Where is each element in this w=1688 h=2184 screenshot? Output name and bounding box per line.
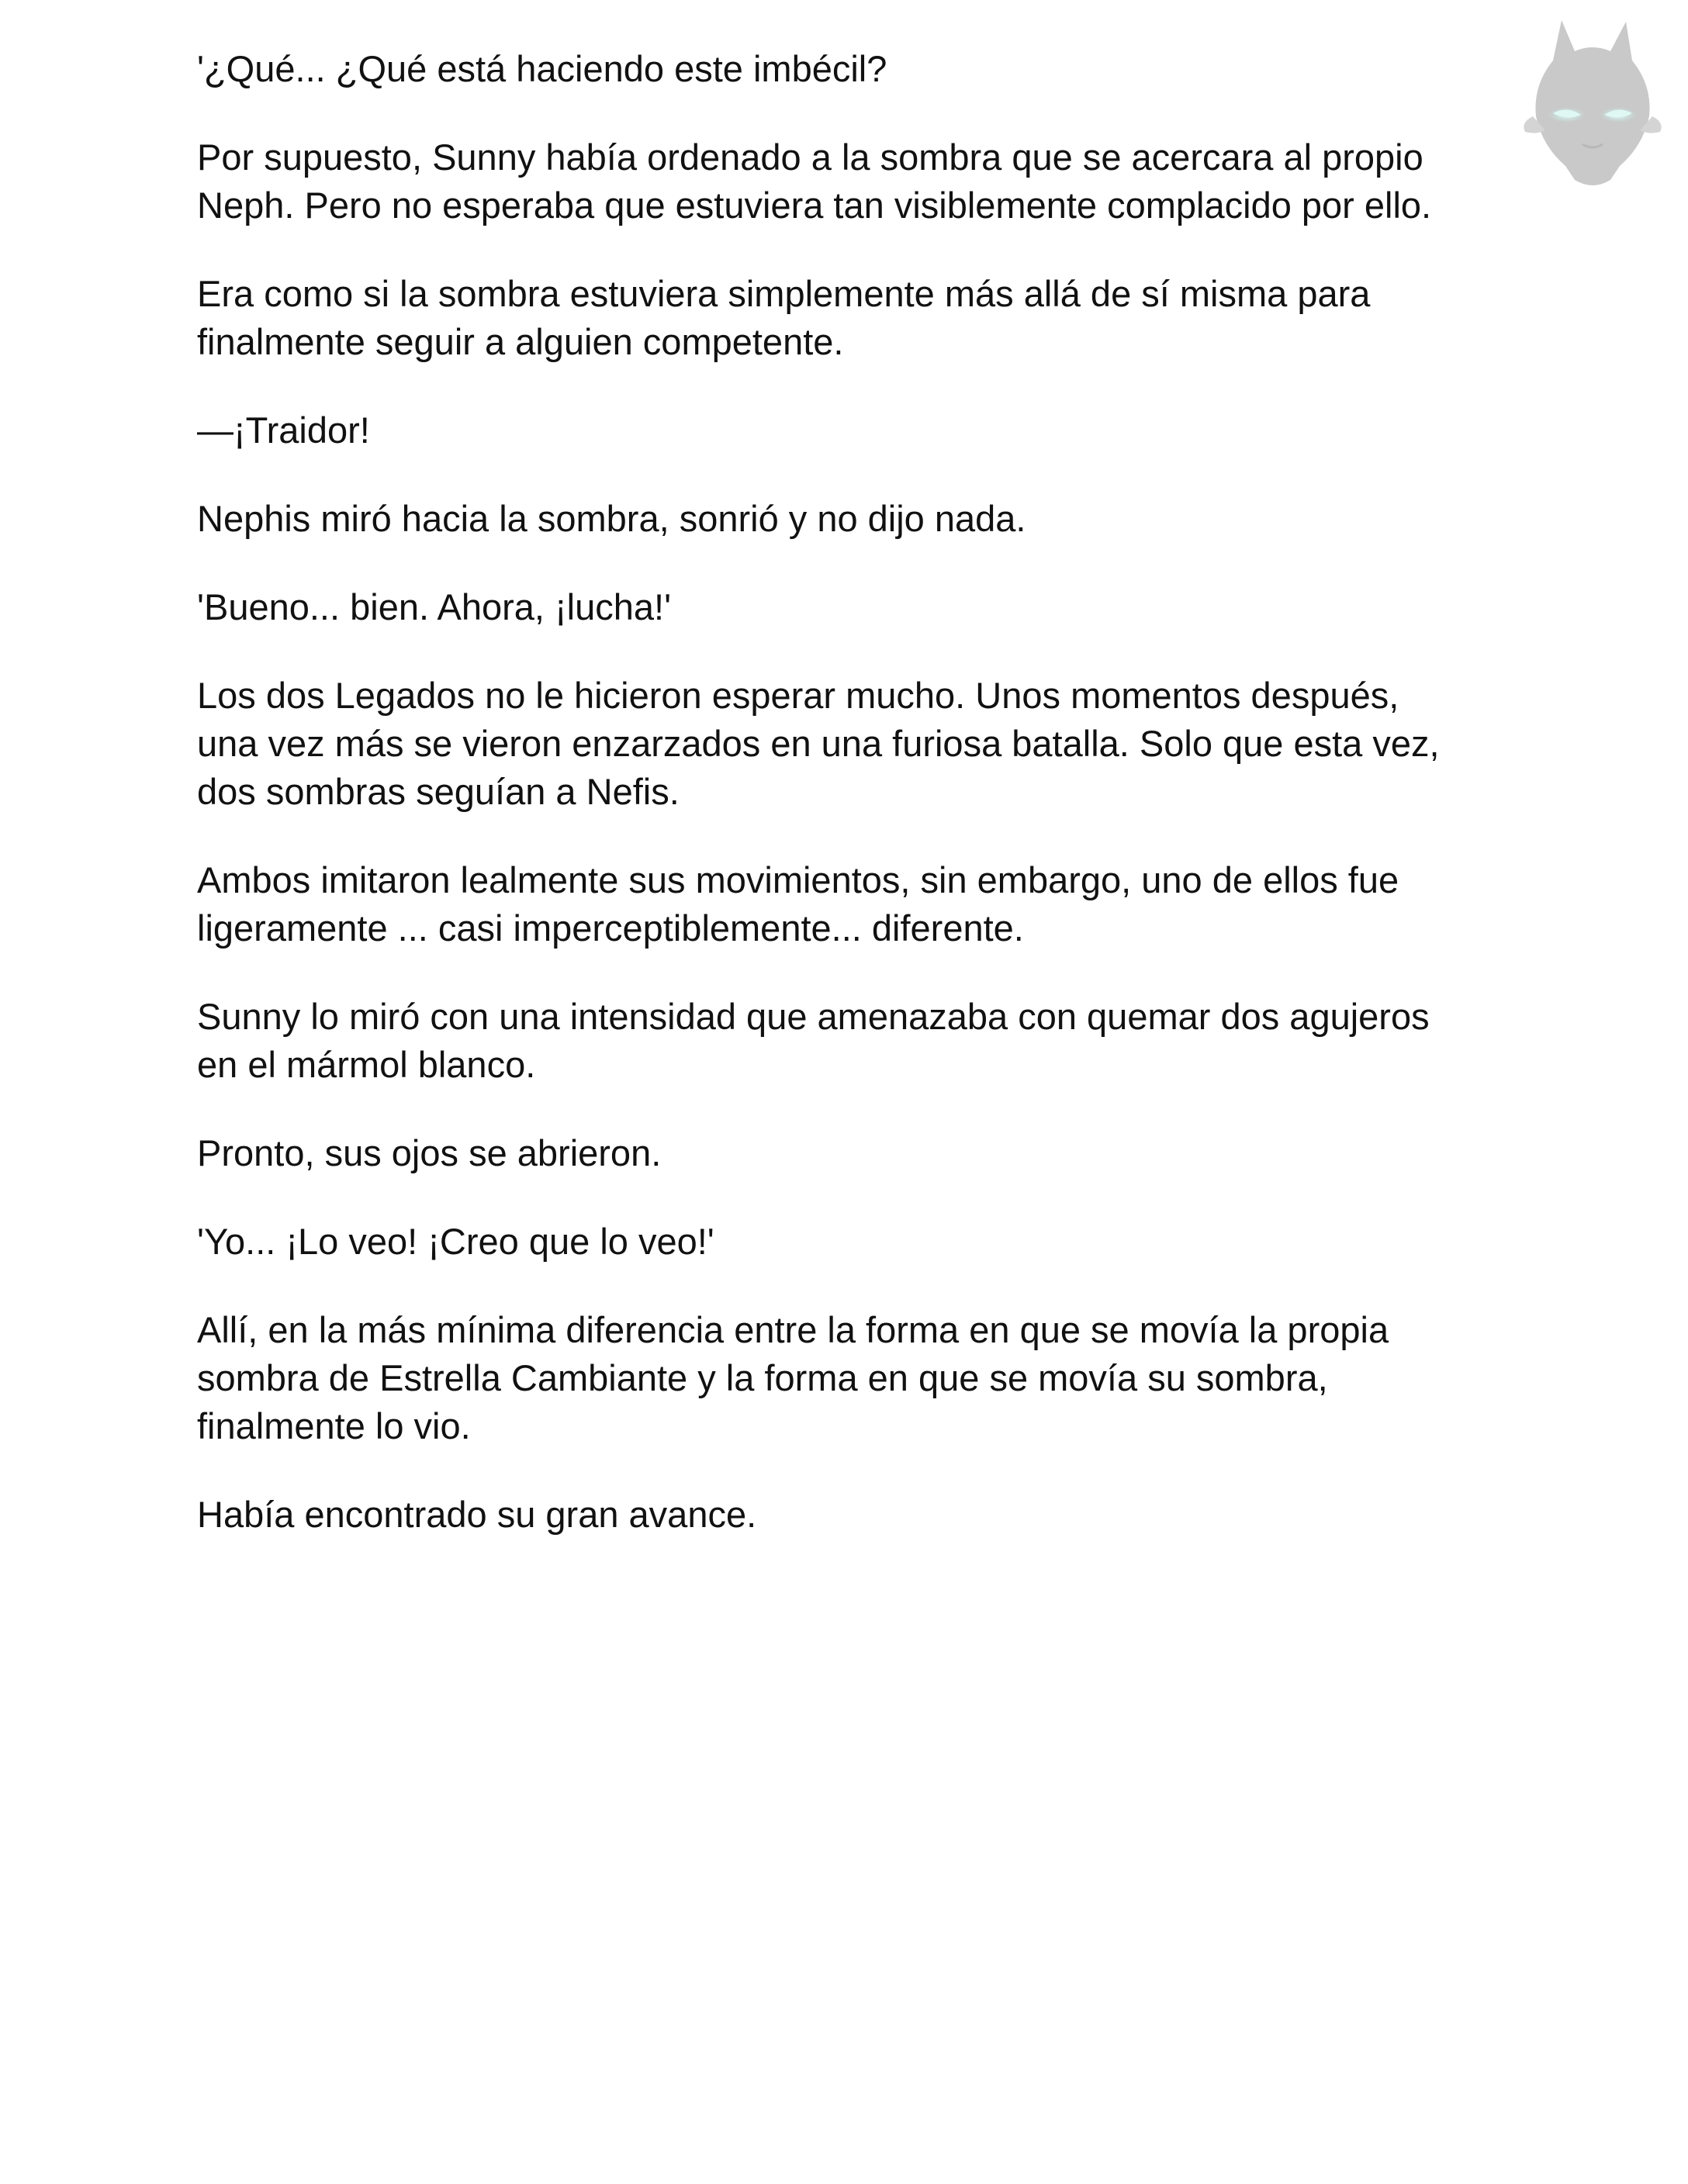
paragraph: Nephis miró hacia la sombra, sonrió y no dijo nada.: [197, 498, 1026, 539]
paragraph: '¿Qué... ¿Qué está haciendo este imbécil?: [197, 48, 887, 89]
paragraph: Ambos imitaron lealmente sus movimientos, sin embargo, uno de ellos fue ligeramente ... casi imperceptiblemente... diferente.: [197, 859, 1399, 949]
paragraph: Era como si la sombra estuviera simplemente más allá de sí misma para finalmente seguir a alguien competente.: [197, 273, 1371, 362]
paragraph: 'Bueno... bien. Ahora, ¡lucha!': [197, 586, 672, 627]
paragraph: —¡Traidor!: [197, 410, 370, 451]
paragraph: Los dos Legados no le hicieron esperar mucho. Unos momentos después, una vez más se vieron enzarzados en una furiosa batalla. Solo que esta vez, dos sombras seguían a Nefis.: [197, 675, 1440, 812]
paragraph: Pronto, sus ojos se abrieron.: [197, 1132, 662, 1173]
paragraph: Había encontrado su gran avance.: [197, 1494, 757, 1535]
paragraph: 'Yo... ¡Lo veo! ¡Creo que lo veo!': [197, 1221, 714, 1262]
paragraph: Sunny lo miró con una intensidad que amenazaba con quemar dos agujeros en el mármol blanco.: [197, 996, 1430, 1085]
document-body: [197, 45, 1531, 1579]
demon-head-icon: [1519, 14, 1666, 192]
paragraph: Por supuesto, Sunny había ordenado a la sombra que se acercara al propio Neph. Pero no esperaba que estuviera tan visiblemente complacido por ello.: [197, 136, 1432, 226]
paragraph: Allí, en la más mínima diferencia entre la forma en que se movía la propia sombra de Estrella Cambiante y la forma en que se movía su sombra, finalmente lo vio.: [197, 1309, 1389, 1446]
